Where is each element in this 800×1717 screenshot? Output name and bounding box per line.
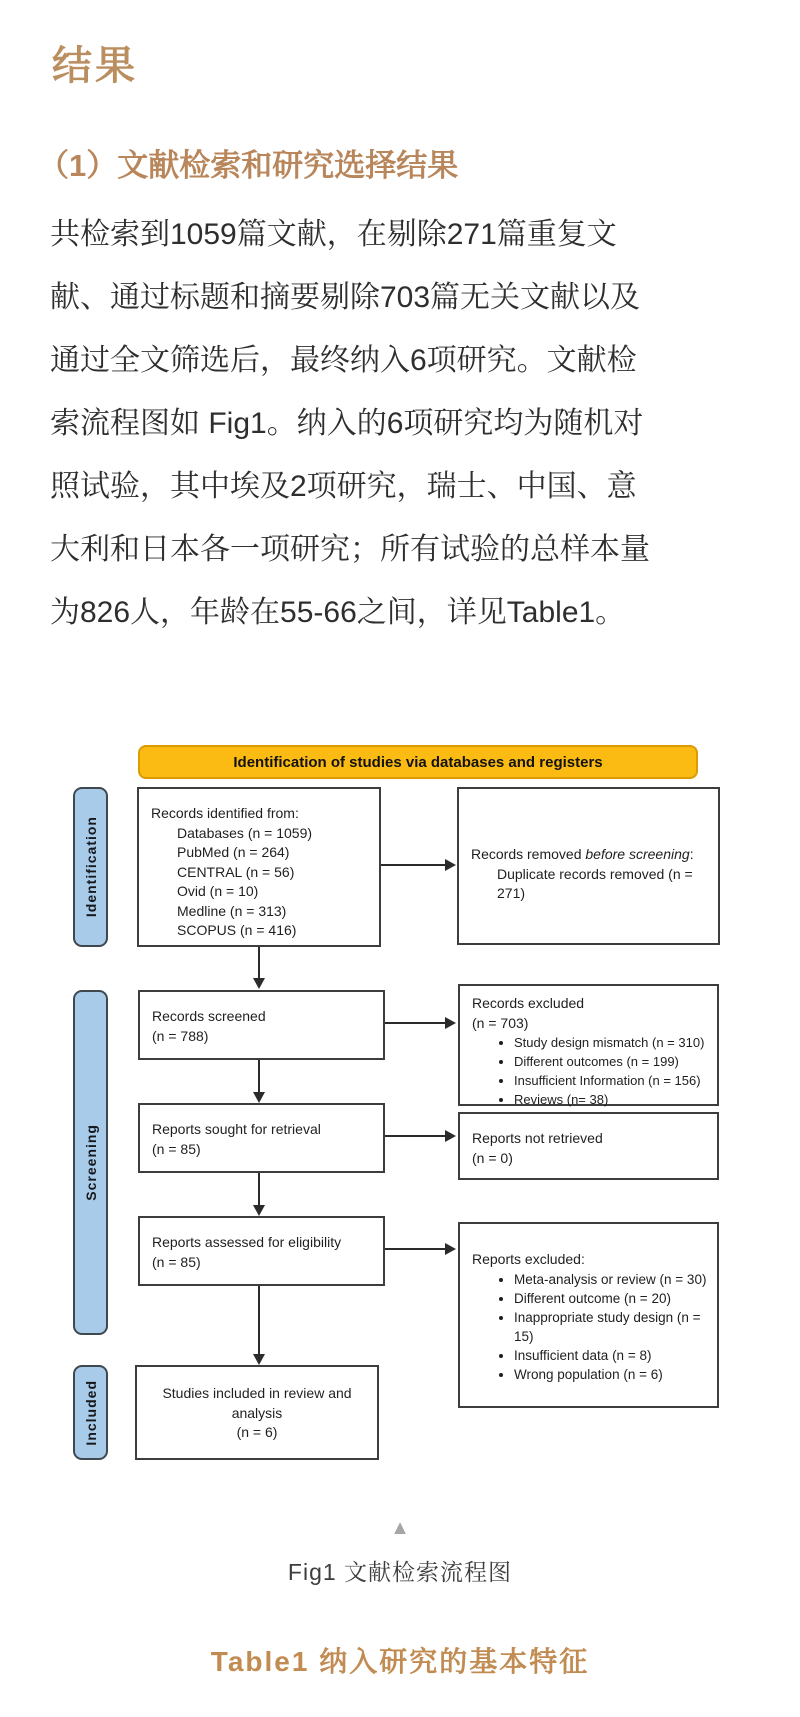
arrowhead-right-icon (445, 859, 456, 871)
box-records-excluded (458, 984, 719, 1106)
identified-item: Medline (n = 313) (177, 902, 287, 919)
box-reports-not-retrieved (458, 1112, 719, 1180)
records-excluded-item: • Different outcomes (n = 199) (514, 1052, 713, 1071)
arrow-line (258, 1286, 260, 1354)
records-removed-detail: 271) (497, 885, 526, 901)
paragraph-line: 照试验，其中埃及2项研究，瑞士、中国、意 (50, 470, 637, 503)
side-label-identification (73, 787, 108, 947)
side-label-identification-text: Identification (82, 816, 99, 918)
arrowhead-down-icon (253, 1092, 265, 1103)
records-excluded-item: • Reviews (n= 38) (514, 1090, 713, 1109)
side-label-included (73, 1365, 108, 1460)
arrow-line (385, 1135, 445, 1137)
box-records-identified-title: Records identified from: (151, 805, 299, 821)
records-screened-line: (n = 788) (152, 1027, 209, 1044)
studies-included-line: (n = 6) (236, 1424, 278, 1440)
box-records-identified (137, 787, 381, 947)
side-label-screening-text: Screening (82, 1124, 99, 1201)
collapse-triangle-icon: ▲ (390, 1517, 410, 1539)
reports-sought-line: Reports sought for retrieval (152, 1121, 321, 1137)
arrowhead-right-icon (445, 1243, 456, 1255)
identified-item: SCOPUS (n = 416) (177, 922, 297, 938)
reports-assessed-line: (n = 85) (152, 1253, 201, 1270)
arrow-line (258, 1060, 260, 1092)
reports-excluded-item: • Inappropriate study design (n = 15) (514, 1308, 713, 1346)
side-label-screening (73, 990, 108, 1335)
reports-excluded-item: • Meta-analysis or review (n = 30) (514, 1270, 713, 1289)
reports-excluded-item: • Different outcome (n = 20) (514, 1289, 713, 1308)
identified-item: CENTRAL (n = 56) (177, 863, 295, 880)
box-studies-included (135, 1365, 379, 1460)
diagram-banner: Identification of studies via databases and registers (138, 745, 698, 779)
box-reports-sought (138, 1103, 385, 1173)
records-removed-suffix: : (689, 846, 694, 862)
body-paragraph (50, 203, 760, 644)
identified-item: Ovid (n = 10) (177, 883, 259, 899)
records-screened-line: Records screened (152, 1008, 266, 1024)
records-excluded-header: Records excluded (472, 995, 585, 1011)
records-removed-prefix: Records removed (471, 846, 586, 862)
subsection-title: （1）文献检索和研究选择结果 (38, 148, 459, 183)
studies-included-line: analysis (231, 1404, 283, 1421)
records-removed-header (471, 845, 710, 865)
records-excluded-header: (n = 703) (472, 1014, 529, 1031)
arrowhead-right-icon (445, 1017, 456, 1029)
arrow-line (385, 1022, 445, 1024)
box-records-removed (457, 787, 720, 945)
records-excluded-item: • Study design mismatch (n = 310) (514, 1033, 713, 1052)
paragraph-line: 献、通过标题和摘要剔除703篇无关文献以及 (50, 281, 641, 314)
reports-not-retrieved-line: Reports not retrieved (472, 1130, 603, 1146)
section-title: 结果 (52, 42, 138, 89)
paragraph-line: 大利和日本各一项研究；所有试验的总样本量 (50, 533, 650, 566)
reports-excluded-header: Reports excluded: (472, 1251, 585, 1267)
reports-not-retrieved-line: (n = 0) (472, 1149, 513, 1166)
records-excluded-item: • Insufficient Information (n = 156) (514, 1071, 713, 1090)
paragraph-line: 共检索到1059篇文献，在剔除271篇重复文 (50, 218, 617, 251)
studies-included-line: Studies included in review and (162, 1385, 352, 1401)
records-removed-emphasis: before screening (585, 846, 690, 862)
paragraph-line: 通过全文筛选后，最终纳入6项研究。文献检 (50, 344, 637, 377)
paragraph-line: 为826人，年龄在55-66之间，详见Table1。 (50, 596, 626, 629)
arrow-line (385, 1248, 445, 1250)
reports-excluded-item: • Insufficient data (n = 8) (514, 1346, 713, 1365)
identified-item: PubMed (n = 264) (177, 844, 290, 860)
identified-item: Databases (n = 1059) (177, 824, 313, 841)
records-removed-detail: Duplicate records removed (n = (497, 865, 693, 882)
reports-excluded-item: • Wrong population (n = 6) (514, 1365, 713, 1384)
arrowhead-down-icon (253, 1205, 265, 1216)
reports-assessed-line: Reports assessed for eligibility (152, 1234, 342, 1250)
box-reports-excluded (458, 1222, 719, 1408)
arrow-line (258, 1173, 260, 1205)
table-title: Table1 纳入研究的基本特征 (210, 1646, 590, 1677)
side-label-included-text: Included (82, 1379, 99, 1446)
arrow-line (258, 947, 260, 978)
paragraph-line: 索流程图如 Fig1。纳入的6项研究均为随机对 (50, 407, 644, 440)
arrowhead-down-icon (253, 978, 265, 989)
figure-caption: Fig1 文献检索流程图 (287, 1559, 513, 1585)
arrowhead-down-icon (253, 1354, 265, 1365)
reports-excluded-list (472, 1270, 713, 1384)
arrow-line (381, 864, 445, 866)
box-reports-assessed (138, 1216, 385, 1286)
arrowhead-right-icon (445, 1130, 456, 1142)
reports-sought-line: (n = 85) (152, 1140, 201, 1157)
box-records-screened (138, 990, 385, 1060)
records-excluded-list (472, 1033, 713, 1109)
